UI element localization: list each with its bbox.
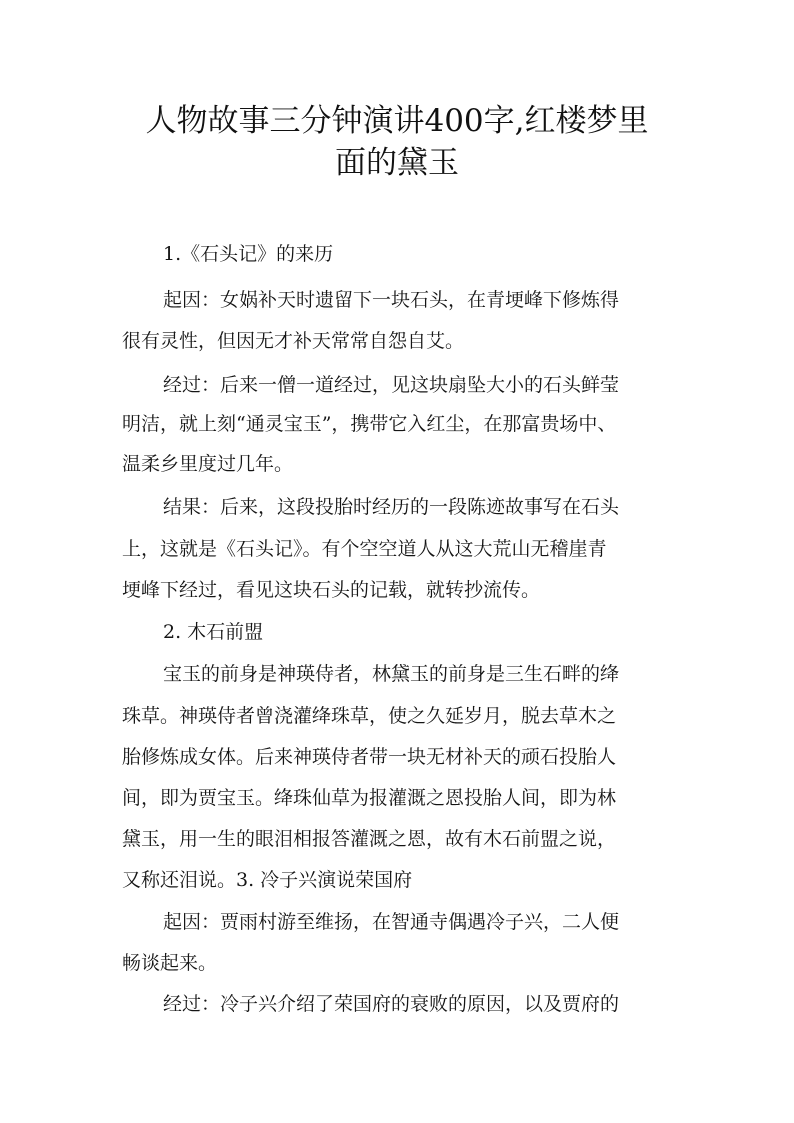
paragraph-line: 间，即为贾宝玉。绛珠仙草为报灌溉之恩投胎人间，即为林 <box>122 787 617 809</box>
paragraph-line: 上，这就是《石头记》。有个空空道人从这大荒山无稽崖青 <box>122 538 607 560</box>
paragraph-line: 起因：贾雨村游至维扬，在智通寺偶遇冷子兴，二人便 <box>163 911 620 933</box>
paragraph-line: 经过：后来一僧一道经过，见这块扇坠大小的石头鲜莹 <box>163 374 620 396</box>
paragraph-line: 温柔乡里度过几年。 <box>122 453 294 475</box>
paragraph-line: 结果：后来，这段投胎时经历的一段陈迹故事写在石头 <box>163 496 620 518</box>
title-line-1: 人物故事三分钟演讲400字,红楼梦里 <box>145 103 649 139</box>
paragraph-line: 黛玉，用一生的眼泪相报答灌溉之恩，故有木石前盟之说， <box>122 828 617 850</box>
paragraph-line: 又称还泪说。3. 冷子兴演说荣国府 <box>122 869 413 891</box>
paragraph-line: 珠草。神瑛侍者曾浇灌绛珠草，使之久延岁月，脱去草木之 <box>122 705 617 727</box>
title-line-2: 面的黛玉 <box>335 145 459 181</box>
paragraph-line: 起因：女娲补天时遗留下一块石头，在青埂峰下修炼得 <box>163 289 620 311</box>
paragraph-line: 很有灵性，但因无才补天常常自怨自艾。 <box>122 330 465 352</box>
paragraph-line: 胎修炼成女体。后来神瑛侍者带一块无材补天的顽石投胎人 <box>122 746 617 768</box>
section-heading-2: 2. 木石前盟 <box>163 621 264 643</box>
paragraph-line: 明洁，就上刻“通灵宝玉”，携带它入红尘，在那富贵场中、 <box>122 413 617 435</box>
paragraph-line: 畅谈起来。 <box>122 952 218 974</box>
paragraph-line: 经过：冷子兴介绍了荣国府的衰败的原因，以及贾府的 <box>163 993 620 1015</box>
section-heading-1: 1.《石头记》的来历 <box>163 243 334 265</box>
paragraph-line: 埂峰下经过，看见这块石头的记载，就转抄流传。 <box>122 579 541 601</box>
paragraph-line: 宝玉的前身是神瑛侍者，林黛玉的前身是三生石畔的绛 <box>163 663 620 685</box>
